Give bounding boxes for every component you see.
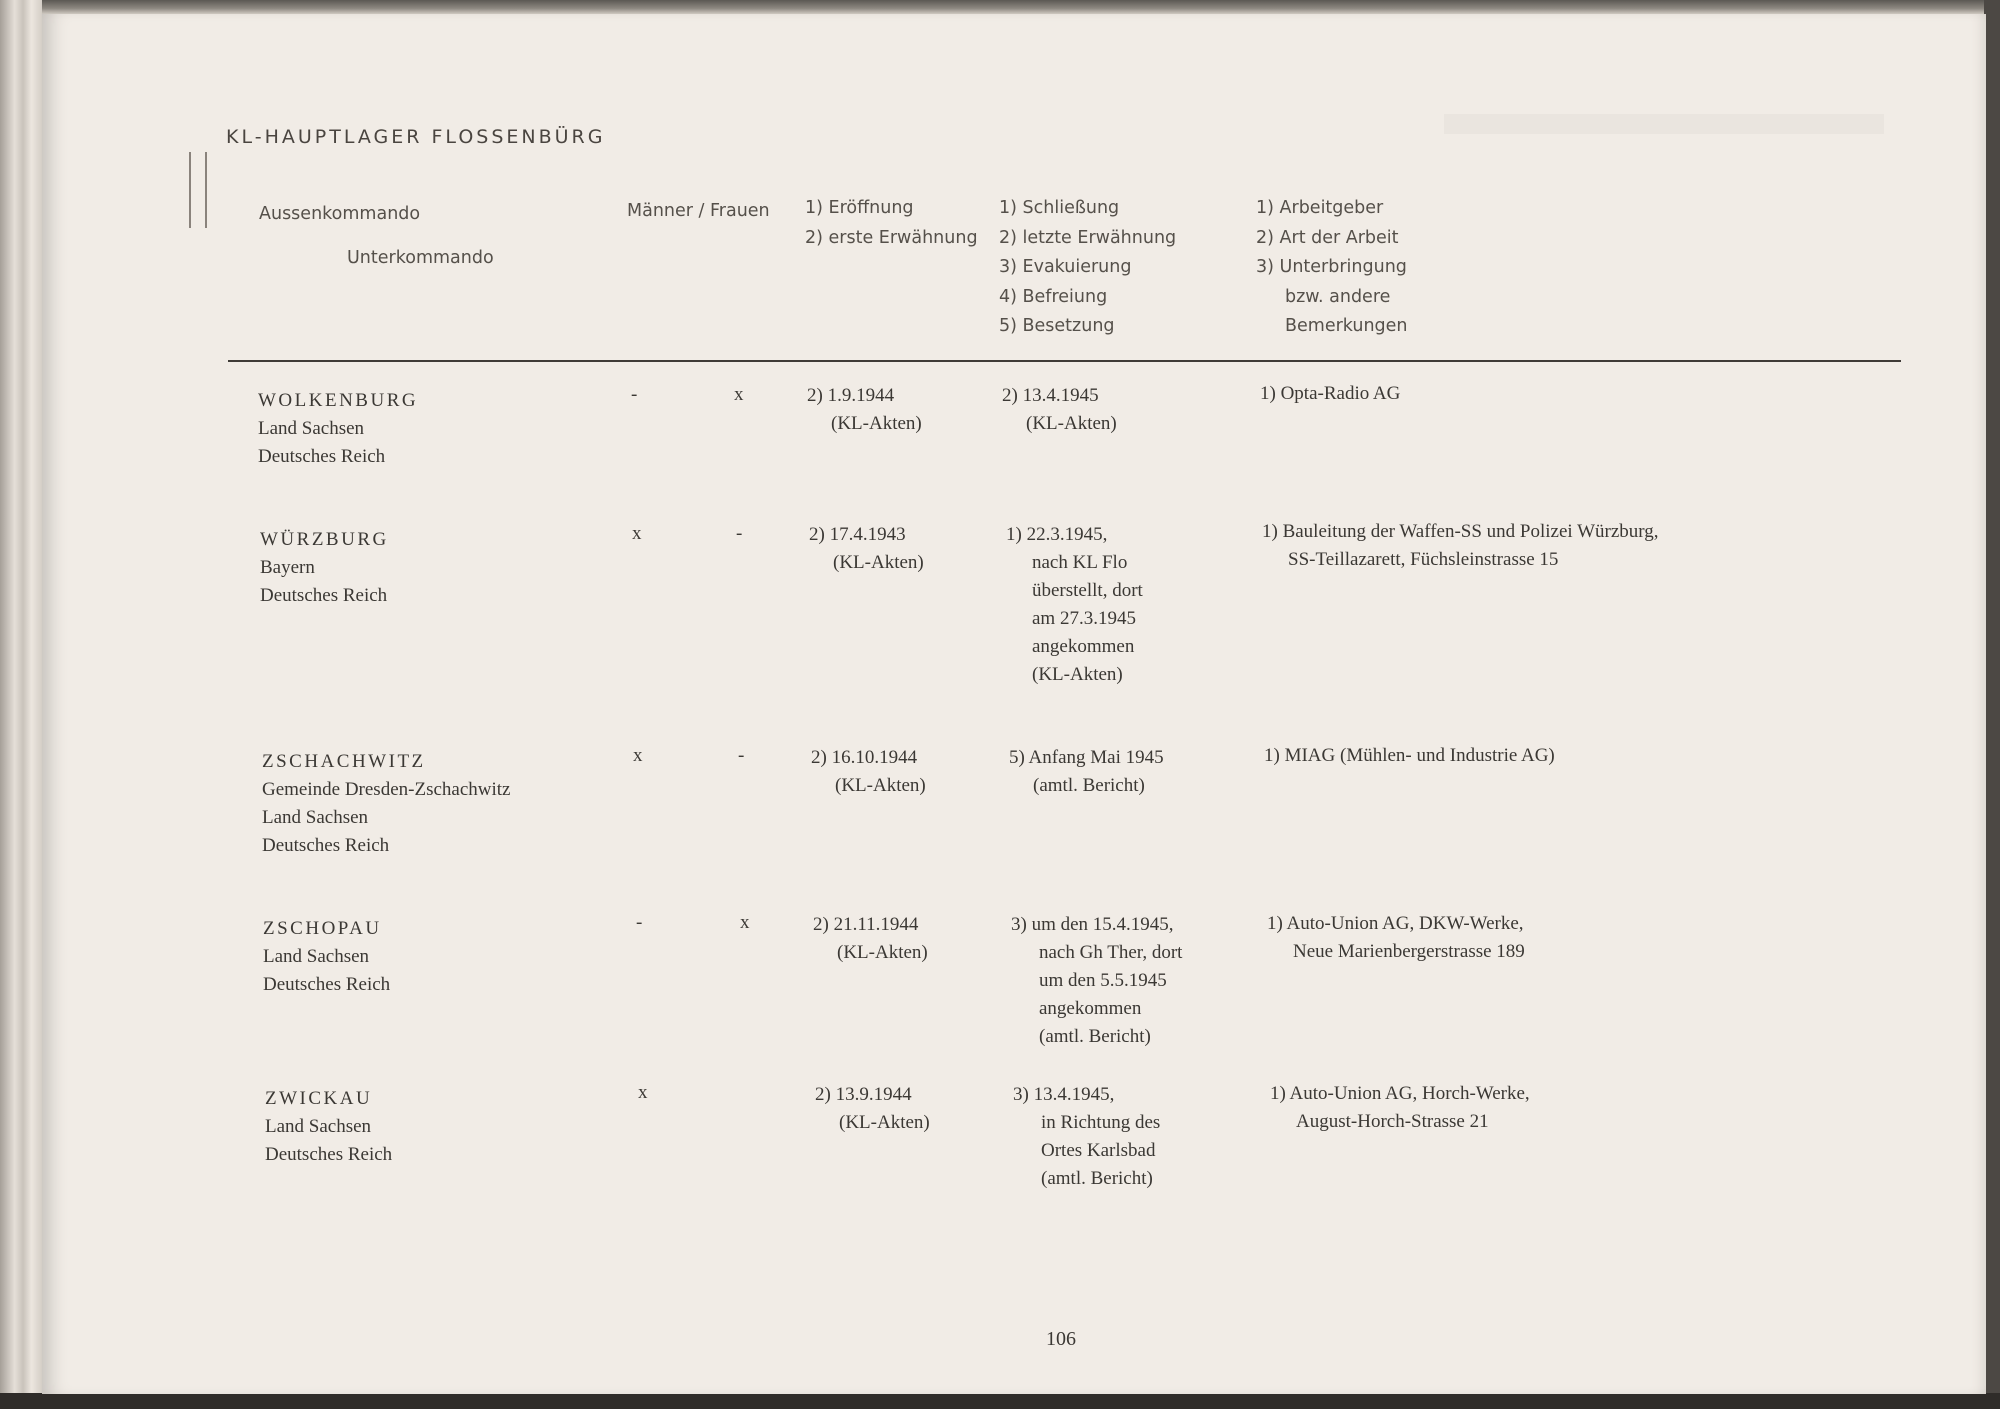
maenner-mark: - <box>631 384 638 405</box>
place-name: WÜRZBURG <box>260 529 389 550</box>
opening-cell <box>813 911 928 967</box>
margin-mark <box>205 152 207 228</box>
book-bottom-edge <box>0 1393 2000 1409</box>
place-name: ZSCHACHWITZ <box>262 751 426 772</box>
employer-line: August-Horch-Strasse 21 <box>1296 1111 1489 1132</box>
closing-cell <box>1002 382 1117 438</box>
opening-cell <box>809 521 924 577</box>
place-location: Deutsches Reich <box>260 585 388 606</box>
place-location: Deutsches Reich <box>263 974 391 995</box>
place-name: WOLKENBURG <box>258 390 419 411</box>
table-row-place <box>258 387 418 471</box>
place-location: Land Sachsen <box>265 1116 372 1137</box>
table-row-place <box>263 915 390 999</box>
closing-cell <box>1009 744 1164 800</box>
closing-line: (amtl. Bericht) <box>1033 775 1145 796</box>
closing-line: Ortes Karlsbad <box>1041 1140 1156 1161</box>
employer-line: 1) Opta-Radio AG <box>1260 383 1401 404</box>
column-header-arbeitgeber <box>1256 194 1408 342</box>
page-number: 106 <box>1046 1328 1076 1350</box>
opening-cell <box>811 744 926 800</box>
employer-cell <box>1260 380 1400 408</box>
closing-line: 2) 13.4.1945 <box>1002 385 1099 406</box>
closing-line: nach Gh Ther, dort <box>1039 942 1183 963</box>
frauen-mark: x <box>740 912 750 933</box>
place-location: Land Sachsen <box>258 418 365 439</box>
employer-line: 1) Bauleitung der Waffen-SS und Polizei Würzburg, <box>1262 521 1659 542</box>
header-divider <box>228 360 1901 362</box>
book-page-stack-edge <box>0 0 42 1409</box>
opening-line: 2) 16.10.1944 <box>811 747 918 768</box>
frauen-mark: - <box>738 745 745 766</box>
opening-line: 2) 21.11.1944 <box>813 914 919 935</box>
opening-line: 2) 13.9.1944 <box>815 1084 912 1105</box>
column-header-maenner-frauen: Männer / Frauen <box>627 201 770 221</box>
place-location: Land Sachsen <box>263 946 370 967</box>
margin-mark <box>189 152 191 228</box>
maenner-mark: x <box>638 1082 648 1103</box>
place-location: Gemeinde Dresden-Zschachwitz <box>262 779 511 800</box>
column-header-eroeffnung <box>805 194 978 253</box>
opening-line: 2) 1.9.1944 <box>807 385 895 406</box>
employer-cell <box>1264 742 1555 770</box>
closing-cell <box>1011 911 1182 1051</box>
bleed-through-shadow <box>1444 114 1884 134</box>
opening-line: 2) 17.4.1943 <box>809 524 906 545</box>
closing-line: 3) um den 15.4.1945, <box>1011 914 1174 935</box>
column-header-line: bzw. andere <box>1285 286 1391 307</box>
closing-line: (amtl. Bericht) <box>1041 1168 1153 1189</box>
table-row-place <box>260 526 389 610</box>
employer-line: 1) Auto-Union AG, Horch-Werke, <box>1270 1083 1530 1104</box>
frauen-mark: - <box>736 523 743 544</box>
frauen-mark: x <box>734 384 744 405</box>
maenner-mark: x <box>633 745 643 766</box>
column-header-line: 2) Art der Arbeit <box>1256 227 1399 248</box>
opening-cell <box>815 1081 930 1137</box>
column-header-line: Bemerkungen <box>1285 316 1408 336</box>
closing-line: (KL-Akten) <box>1026 413 1117 434</box>
opening-line: (KL-Akten) <box>839 1112 930 1133</box>
closing-line: überstellt, dort <box>1032 580 1143 601</box>
employer-line: Neue Marienbergerstrasse 189 <box>1293 941 1525 962</box>
closing-line: 1) 22.3.1945, <box>1006 524 1108 545</box>
opening-line: (KL-Akten) <box>831 413 922 434</box>
closing-line: 3) 13.4.1945, <box>1013 1084 1115 1105</box>
column-header-line: 2) erste Erwähnung <box>805 227 978 248</box>
column-header-schliessung <box>999 194 1176 342</box>
employer-line: 1) Auto-Union AG, DKW-Werke, <box>1267 913 1524 934</box>
column-header-line: 1) Schließung <box>999 198 1120 218</box>
column-header-line: 5) Besetzung <box>999 316 1115 336</box>
opening-line: (KL-Akten) <box>835 775 926 796</box>
place-name: ZSCHOPAU <box>263 918 382 939</box>
column-header-line: 1) Eröffnung <box>805 198 914 218</box>
column-header-line: 3) Unterbringung <box>1256 257 1407 277</box>
book-page <box>42 14 1986 1394</box>
closing-line: am 27.3.1945 <box>1032 608 1136 629</box>
place-location: Bayern <box>260 557 315 578</box>
page-header-title: KL-HAUPTLAGER FLOSSENBÜRG <box>226 126 606 148</box>
employer-line: 1) MIAG (Mühlen- und Industrie AG) <box>1264 745 1555 766</box>
maenner-mark: x <box>632 523 642 544</box>
employer-cell <box>1270 1080 1530 1136</box>
place-name: ZWICKAU <box>265 1088 373 1109</box>
column-header-line: 4) Befreiung <box>999 286 1108 307</box>
column-header-aussenkommando: Aussenkommando <box>259 204 421 224</box>
employer-cell <box>1262 518 1659 574</box>
column-header-unterkommando: Unterkommando <box>347 248 494 268</box>
closing-line: angekommen <box>1032 636 1135 657</box>
table-row-place <box>262 748 510 860</box>
opening-line: (KL-Akten) <box>837 942 928 963</box>
book-right-edge <box>1984 0 2000 1409</box>
closing-cell <box>1013 1081 1160 1193</box>
closing-line: nach KL Flo <box>1032 552 1128 573</box>
book-top-edge <box>0 0 2000 14</box>
maenner-mark: - <box>636 912 643 933</box>
place-location: Land Sachsen <box>262 807 369 828</box>
closing-line: (amtl. Bericht) <box>1039 1026 1151 1047</box>
place-location: Deutsches Reich <box>262 835 390 856</box>
column-header-line: 1) Arbeitgeber <box>1256 198 1384 218</box>
closing-line: angekommen <box>1039 998 1142 1019</box>
closing-line: (KL-Akten) <box>1032 664 1123 685</box>
closing-line: in Richtung des <box>1041 1112 1161 1133</box>
closing-line: 5) Anfang Mai 1945 <box>1009 747 1164 768</box>
opening-cell <box>807 382 922 438</box>
table-row-place <box>265 1085 392 1169</box>
column-header-line: 3) Evakuierung <box>999 257 1132 277</box>
place-location: Deutsches Reich <box>258 446 386 467</box>
employer-cell <box>1267 910 1525 966</box>
opening-line: (KL-Akten) <box>833 552 924 573</box>
closing-cell <box>1006 521 1143 689</box>
employer-line: SS-Teillazarett, Füchsleinstrasse 15 <box>1288 549 1559 570</box>
place-location: Deutsches Reich <box>265 1144 393 1165</box>
column-header-line: 2) letzte Erwähnung <box>999 227 1177 248</box>
closing-line: um den 5.5.1945 <box>1039 970 1167 991</box>
